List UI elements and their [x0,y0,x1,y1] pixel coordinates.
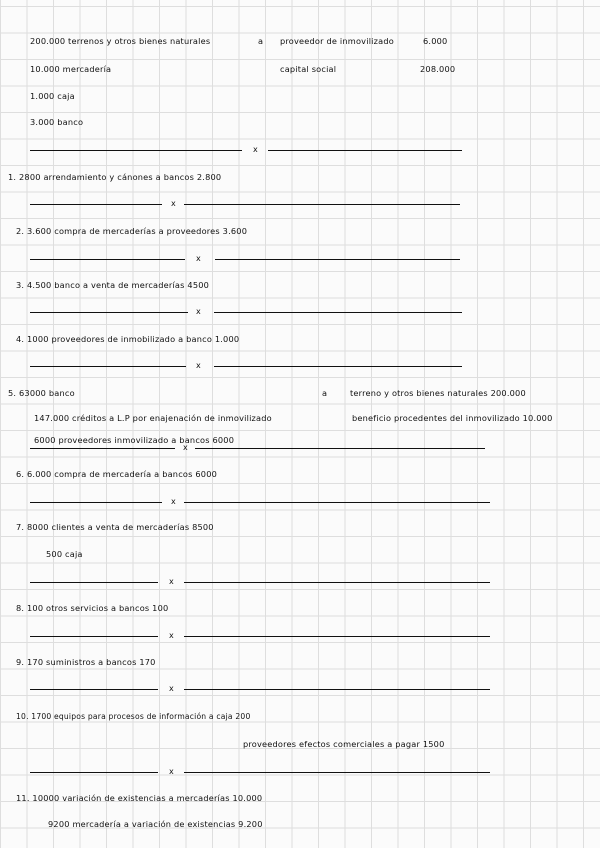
entry-5-line-3: 6000 proveedores inmovilizado a bancos 6000 [34,435,235,445]
entry-8: 8. 100 otros servicios a bancos 100 [16,603,169,613]
opening-line-1-value: 6.000 [423,36,448,46]
entry-9: 9. 170 suministros a bancos 170 [16,657,156,667]
entry-5-a: a [322,388,328,398]
entry-7-line-1: 7. 8000 clientes a venta de mercaderías 8500 [16,522,214,532]
separator: x [30,632,490,641]
separator: x [30,146,462,155]
opening-line-2-value: 208.000 [420,64,456,74]
entry-11-line-1: 11. 10000 variación de existencias a mercaderías 10.000 [16,793,263,803]
entry-7-line-2: 500 caja [46,549,83,559]
opening-line-2-credit: capital social [280,64,337,74]
entry-10-line-1: 10. 1700 equipos para procesos de información a caja 200 [16,712,251,721]
separator: x [30,685,490,694]
entry-5-line-1: 5. 63000 banco [8,388,75,398]
entry-1: 1. 2800 arrendamiento y cánones a bancos 2.800 [8,172,222,182]
separator: x [30,444,485,453]
separator: x [30,768,490,777]
entry-5-credit-2: beneficio procedentes del inmovilizado 10.000 [352,413,553,423]
opening-line-3: 1.000 caja [30,91,75,101]
opening-line-2: 10.000 mercadería [30,64,112,74]
entry-10-line-2: proveedores efectos comerciales a pagar 1500 [243,739,445,749]
entry-3: 3. 4.500 banco a venta de mercaderías 4500 [16,280,210,290]
entry-4: 4. 1000 proveedores de inmobilizado a banco 1.000 [16,334,240,344]
entry-5-credit-1: terreno y otros bienes naturales 200.000 [350,388,526,398]
entry-2: 2. 3.600 compra de mercaderías a proveedores 3.600 [16,226,248,236]
entry-11-line-2: 9200 mercadería a variación de existencias 9.200 [48,819,263,829]
opening-line-4: 3.000 banco [30,117,84,127]
opening-line-1: 200.000 terrenos y otros bienes naturales [30,36,211,46]
separator: x [30,362,462,371]
entry-5-line-2: 147.000 créditos a L.P por enajenación de inmovilizado [34,413,272,423]
entry-6: 6. 6.000 compra de mercadería a bancos 6000 [16,469,218,479]
separator: x [30,498,490,507]
opening-line-1-a: a [258,36,264,46]
opening-line-1-credit: proveedor de inmovilizado [280,36,394,46]
separator: x [30,578,490,587]
separator: x [30,308,462,317]
separator: x [30,200,460,209]
separator: x [30,255,460,264]
